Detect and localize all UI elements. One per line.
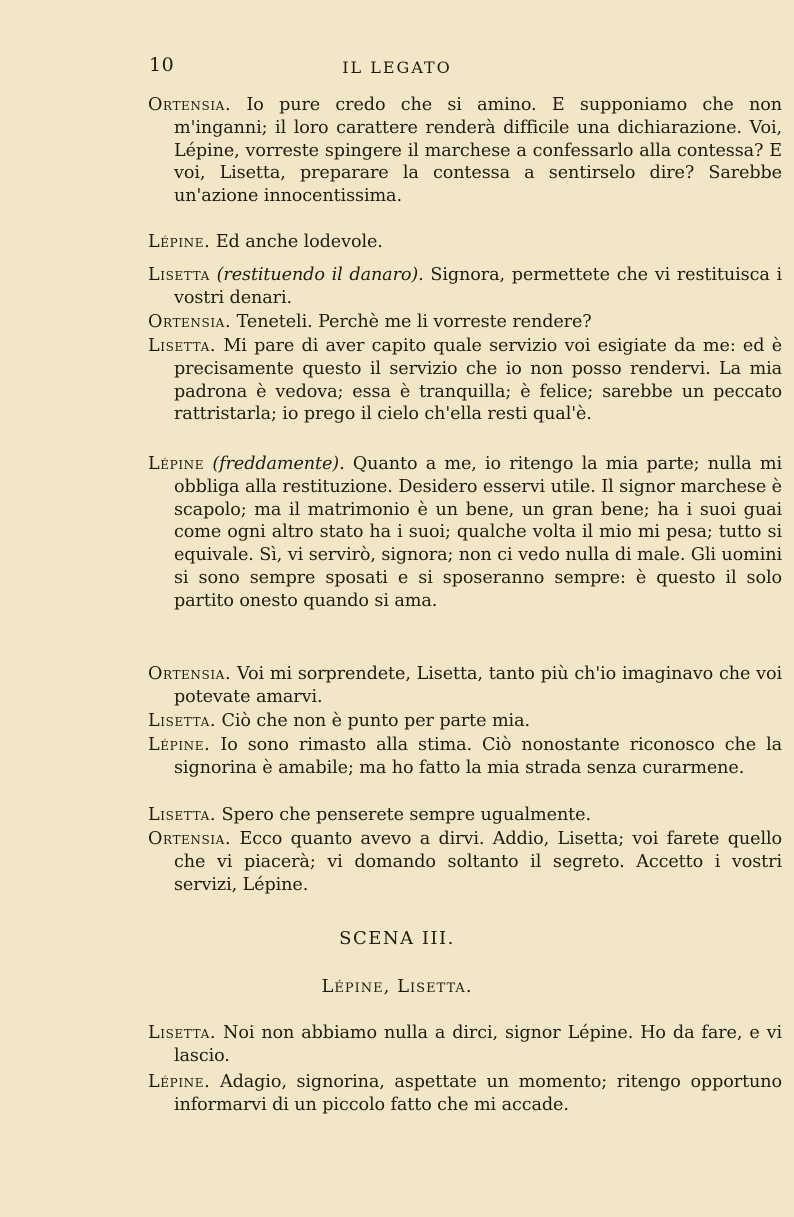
speaker-name: Lisetta. <box>148 336 217 356</box>
speech-text: Noi non abbiamo nulla a dirci, signor Lépine. Ho da fare, e vi lascio. <box>174 1023 782 1066</box>
speech-lepine-2 <box>148 453 782 613</box>
running-title: IL LEGATO <box>342 58 452 77</box>
speech-text: Io sono rimasto alla stima. Ciò nonostante riconosco che la signorina è amabile; ma ho fatto la mia strada senza curarmene. <box>174 735 782 778</box>
page-number: 10 <box>149 54 175 76</box>
speaker-name: Lépine. <box>148 232 211 252</box>
speech-text: Mi pare di aver capito quale servizio voi esigiate da me: ed è precisamente questo il servizio che io non posso rendervi. La mia padrona è vedova; essa è tranquilla; è felice; sarebbe un peccato rattristarla; io prego il cielo ch'ella resti qual'è. <box>174 336 782 425</box>
speech-lepine-3 <box>148 734 782 780</box>
speech-text: Quanto a me, io ritengo la mia parte; nulla mi obbliga alla restituzione. Desidero esservi utile. Il signor marchese è scapolo; ma il matrimonio è un bene, un gran bene; ha i suoi guai come ogni altro stato ha i suoi; qualche volta il mio mi pesa; tutto si equivale. Sì, vi servirò, signora; non ci vedo nulla di male. Gli uomini si sono sempre sposati e si sposeranno sempre: è questo il solo partito onesto quando si ama. <box>174 454 782 611</box>
speech-text: Signora, permettete che vi restituisca i vostri denari. <box>174 265 782 308</box>
stage-direction: (restituendo il danaro). <box>216 265 424 285</box>
speech-lepine-1 <box>148 231 782 254</box>
speaker-name: Lépine. <box>148 735 211 755</box>
speech-text: Voi mi sorprendete, Lisetta, tanto più ch'io imaginavo che voi potevate amarvi. <box>174 664 782 707</box>
speech-text: Ecco quanto avevo a dirvi. Addio, Lisetta; voi farete quello che vi piacerà; vi domando soltanto il segreto. Accetto i vostri servizi, Lépine. <box>174 829 782 895</box>
speech-ortensia-2 <box>148 311 782 334</box>
scene-characters: Lépine, Lisetta. <box>321 976 473 997</box>
speech-ortensia-4 <box>148 828 782 896</box>
speaker-name: Lisetta. <box>148 711 217 731</box>
scene-title: SCENA III. <box>339 928 455 949</box>
speech-lepine-4 <box>148 1071 782 1117</box>
speaker-name: Ortensia. <box>148 95 232 115</box>
speaker-name: Lépine <box>148 454 205 474</box>
speech-lisetta-1 <box>148 264 782 310</box>
speech-text: Ed anche lodevole. <box>215 232 383 252</box>
speaker-name: Lépine. <box>148 1072 211 1092</box>
speech-text: Io pure credo che si amino. E supponiamo che non m'inganni; il loro carattere renderà difficile una dichiarazione. Voi, Lépine, vorreste spingere il marchese a confessarlo alla contessa? E voi, Lisetta, preparare la contessa a sentirselo dire? Sarebbe un'azione innocentissima. <box>174 95 782 207</box>
speaker-name: Lisetta <box>148 265 210 285</box>
speaker-name: Ortensia. <box>148 664 232 684</box>
speaker-name: Ortensia. <box>148 829 232 849</box>
speech-text: Adagio, signorina, aspettate un momento; ritengo opportuno informarvi di un piccolo fatto che mi accade. <box>174 1072 782 1115</box>
speaker-name: Lisetta. <box>148 805 217 825</box>
page-header <box>0 54 794 82</box>
speech-lisetta-4 <box>148 804 782 827</box>
speech-lisetta-5 <box>148 1022 782 1068</box>
speech-lisetta-2 <box>148 335 782 426</box>
speaker-name: Ortensia. <box>148 312 232 332</box>
speech-lisetta-3 <box>148 710 782 733</box>
stage-direction: (freddamente). <box>212 454 345 474</box>
speech-text: Teneteli. Perchè me li vorreste rendere? <box>236 312 592 332</box>
speech-text: Spero che penserete sempre ugualmente. <box>221 805 591 825</box>
speech-ortensia-1 <box>148 94 782 208</box>
speech-ortensia-3 <box>148 663 782 709</box>
speech-text: Ciò che non è punto per parte mia. <box>221 711 530 731</box>
speaker-name: Lisetta. <box>148 1023 217 1043</box>
